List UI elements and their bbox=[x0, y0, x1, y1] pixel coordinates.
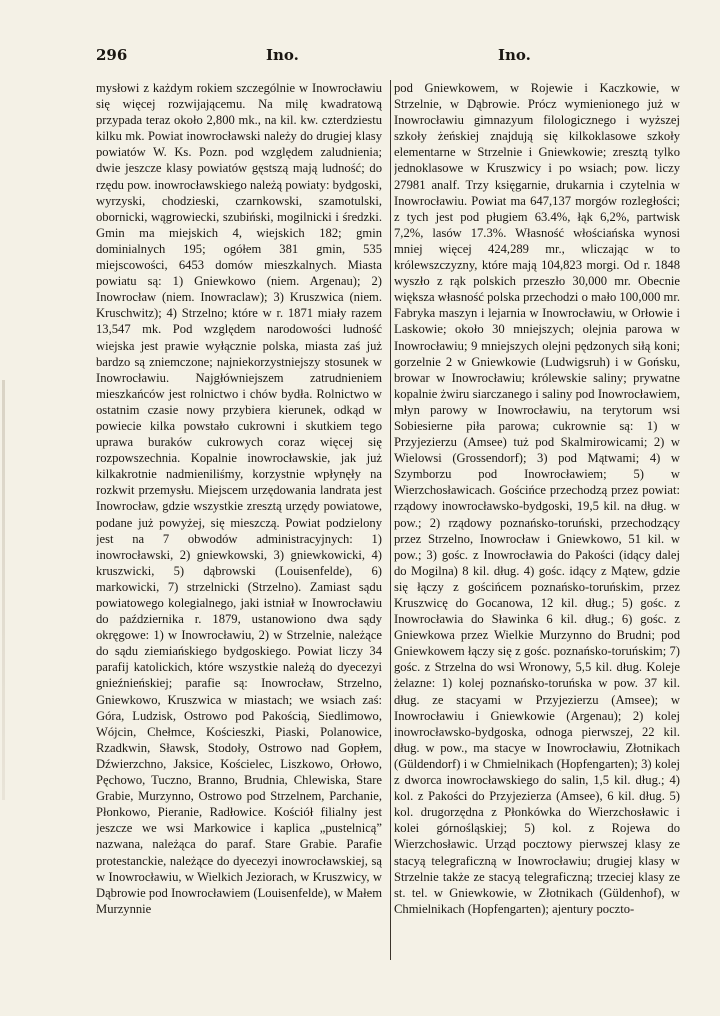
right-text-column: pod Gniewkowem, w Rojewie i Kaczkowie, w Strzelnie, w Dąbrowie. Prócz wymienionego już w Inowrocławiu gimnazyum filologicznego i wyższej szkoły żeńskiej znajdują się kilkoklasowe szkoły elementarne w Strzelnie i Gniewkowie; zresztą tylko jednoklasowe w Kruszwicy i po wsiach; pow. liczy 27981 analf. Trzy księgarnie, drukarnia i czytelnia w Inowrocławiu. Powiat ma 647,137 morgów rozległości; z tych jest pod pługiem 63.4%, łąk 6,2%, partwisk 7,2%, lasów 17.3%. Własność włościańska wynosi mniej więcej 424,289 mr., wliczając w to królewszczyzny, które mają 104,823 morgi. Od r. 1848 wyszło z rąk polskich przeszło 30,000 mr. Obecnie większa własność polska przechodzi o mało 100,000 mr. Fabryka maszyn i lejarnia w Inowrocławiu, w Orłowie i Laskowie; około 30 mniejszych; olejnia parowa w Inowrocławiu; 9 mniejszych olejni pędzonych siłą koni; gorzelnie 2 w Gniewkowie (Ludwigsruh) i w Gońsku, browar w Inowrocławiu; królewskie saliny; prywatne kopalnie żwiru siarczanego i saliny pod Inowrocławiem, młyn parowy w Inowrocławiu, na terytorum wsi Sobiesierne piła parowa; cukrownie są: 1) w Przyjezierzu (Amsee) tuż pod Skalmirowicami; 2) w Wielowsi (Grossendorf); 3) pod Mątwami; 4) w Szymborzu pod Inowrocławiem; 5) w Wierzchosławicach. Gościńce przechodzą przez powiat: rządowy inowrocławsko-bydgoski, 19,5 kil. na dług. w pow.; 2) rządowy poznańsko-toruński, przechodzący przez Strzelno, Inowrocław i Gniewkowo, 51 kil. w pow.; 3) gośc. z Inowrocławia do Pakości (idący dalej do Mogilna) 8 kil. dług. 4) gośc. idący z Mątew, gdzie się łączy z gościńcem poznańsko-toruńskim, przez Kruszwicę do Gocanowa, 12 kil. dług.; 5) gośc. z Inowrocławia do Sławinka 6 kil. dług.; 6) gośc. z Gniewkowa przez Wielkie Murzynno do Brudni; pod Gniewkowem łączy się z gośc. poznańsko-toruńskim; 7) gośc. z Strzelna do wsi Wronowy, 5,5 kil. dług. Koleje żelazne: 1) kolej poznańsko-toruńska w pow. 37 kil. dług. ze stacyami w Przyjezierzu (Amsee); w Inowrocławiu i Gniewkowie (Argenau); 2) kolej inowrocławsko-bydgoska, odnoga pierwszej, 22 kil. dług. w pow., ma stacye w Inowrocławiu, Złotnikach (Güldendorf) i w Chmielnikach (Hopfengarten); 3) kolej z dworca inowrocławskiego do salin, 1,5 kil. dług.; 4) kol. z Pakości do Przyjezierza (Amsee), 6 kil. dług. 5) kol. drugorzędna z Płonkówka do Wierzchosławic i kolei górnośląskiej; 5) kol. z Rojewa do Wierzchosławic. Urząd pocztowy pierwszej klasy ze stacyą telegraficzną w Inowrocławiu; drugiej klasy w Strzelnie także ze stacyą telegraficzną; trzeciej klasy ze st. tel. w Gniewkowie, w Złotnikach (Güldenhof), w Chmielnikach (Hopfengarten); ajentury poczto- bbox=[394, 81, 680, 916]
left-text-column: mysłowi z każdym rokiem szczególnie w Inowrocławiu się więcej rozwijającemu. Na milę kwadratową przypada teraz około 2,800 mk., na kil. kw. czterdziestu kilku mk. Powiat inowrocławski należy do drugiej klasy powiatów W. Ks. Pozn. pod względem zaludnienia; dwie jeszcze klasy powiatów gęstszą mają ludność; do rzędu pow. inowrocławskiego należą powiaty: bydgoski, wyrzyski, chodzieski, czarnkowski, szamotulski, obornicki, wągrowiecki, szubiński, mogilnicki i średzki. Gmin ma miejskich 4, wiejskich 182; gmin dominialnych 195; ogółem 381 gmin, 535 miejscowości, 6453 domów mieszkalnych. Miasta powiatu są: 1) Gniewkowo (niem. Argenau); 2) Inowrocław (niem. Inowraclaw); 3) Kruszwica (niem. Kruschwitz); 4) Strzelno; które w r. 1871 miały razem 13,547 mk. Pod względem narodowości ludność wiejska jest prawie wyłącznie polska, miasta zaś już bardzo są zniemczone; najniekorzystniejszy stosunek w Inowrocławiu. Najgłówniejszem zatrudnieniem mieszkańców jest rolnictwo i chów bydła. Rolnictwo w ostatnim czasie nowy przybiera kierunek, odkąd w powiecie kilka powstało cukrowni i skutkiem tego uprawa buraków cukrowych coraz więcej się rozpowszechnia. Kopalnie inowrocławskie, jak już kilkakrotnie nadmieniliśmy, korzystnie wpłynęły na rozkwit przemysłu. Miejscem urzędowania landrata jest Inowrocław, gdzie wszystkie zresztą urzędy powiatowe, podane już powyżej, się mieszczą. Powiat podzielony jest na 7 obwodów administracyjnych: 1) inowrocławski, 2) gniewkowski, 3) gniewkowicki, 4) kruszwicki, 5) dąbrowski (Louisenfelde), 6) markowicki, 7) strzelnicki (Strzelno). Zamiast sądu powiatowego kolegialnego, jaki istniał w Inowrocławiu do października r. 1879, ustanowiono dwa sądy okręgowe: 1) w Inowrocławiu, 2) w Strzelnie, należące do sądu ziemiańskiego bydgoskiego. Powiat liczy 34 parafij katolickich, które wszystkie należą do dyecezyi gnieźnieńskiej; parafie są: Inowrocław, Strzelno, Gniewkowo, Kruszwica w miastach; we wsiach zaś: Góra, Ludzisk, Ostrowo pod Pakością, Siedlimowo, Wójcin, Chełmce, Kościeszki, Piaski, Polanowice, Rzadkwin, Sławsk, Stodoły, Ostrowo nad Gopłem, Dźwierzchno, Jaksice, Kościelec, Liszkowo, Orłowo, Pęchowo, Tuczno, Branno, Brudnia, Chlewiska, Stare Grabie, Murzynno, Ostrowo pod Strzelnem, Parchanie, Płonkowo, Pieranie, Radłowice. Kościół filialny jest jeszcze we wsi Markowice i kaplica „pustelnicą” nazwana, należąca do paraf. Stare Grabie. Parafie protestanckie, należące do dyecezyi inowrocławskiej, są w Inowrocławiu, w Wielkich Jeziorach, w Kruszwicy, w Dąbrowie pod Inowrocławiem (Louisenfelde), w Małem Murzynnie bbox=[96, 81, 382, 916]
right-column-heading: Ino. bbox=[498, 46, 531, 64]
column-divider bbox=[390, 80, 391, 960]
margin-stain bbox=[2, 380, 5, 800]
page-number: 296 bbox=[96, 46, 128, 64]
left-column-heading: Ino. bbox=[266, 46, 299, 64]
running-header bbox=[96, 46, 682, 66]
